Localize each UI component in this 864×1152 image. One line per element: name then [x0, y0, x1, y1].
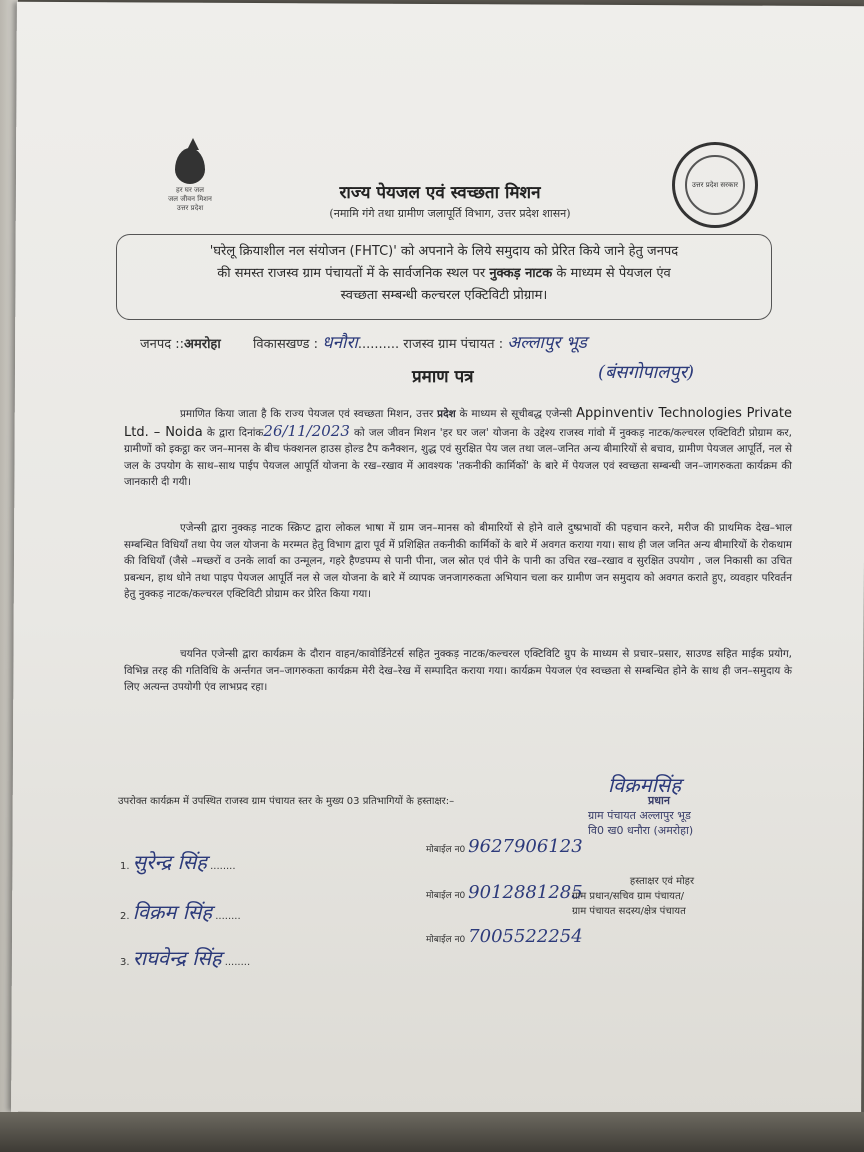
box-line-2-bold: नुक्कड़ नाटक — [489, 266, 553, 281]
certificate-title: प्रमाण पत्र — [412, 367, 474, 387]
stamp-line-2: वि0 ख0 धनौरा (अमरोहा) — [588, 824, 694, 837]
p1-text-b: के द्वारा दिनांक — [202, 426, 264, 439]
program-date: 26/11/2023 — [263, 421, 350, 440]
attendee-num: 3. — [120, 957, 130, 968]
attendee-dots: ........ — [215, 911, 241, 922]
box-line-3: स्वच्छता सम्बन्धी कल्चरल एक्टिविटी प्रोग्राम। — [340, 288, 548, 303]
attendee-num: 1. — [120, 861, 130, 872]
page-title: राज्य पेयजल एवं स्वच्छता मिशन — [339, 183, 541, 203]
table-surface — [0, 1112, 864, 1152]
p1-text-a2: के माध्यम से सूचीबद्ध एजेन्सी — [455, 408, 573, 420]
sign-note-line-1: हस्ताक्षर एवं मोहर — [629, 876, 695, 887]
p1-bold: प्रदेश — [437, 408, 456, 420]
page-subtitle: (नमामि गंगे तथा ग्रामीण जलापूर्ति विभाग, उत्तर प्रदेश शासन) — [329, 207, 571, 220]
pradhan-stamp — [588, 773, 768, 838]
right-logo-text: उत्तर प्रदेश सरकार — [685, 155, 745, 215]
signature-note — [572, 874, 752, 919]
program-title-box — [116, 234, 772, 320]
har-ghar-jal-logo — [160, 148, 220, 228]
attendee-dots: ........ — [224, 957, 251, 968]
attendee-signature: सुरेन्द्र सिंह — [132, 850, 207, 874]
attendees-intro: उपरोक्त कार्यक्रम में उपस्थित राजस्व ग्राम पंचायत स्तर के मुख्य 03 प्रतिभागियों के हस्ताक्षर:– — [118, 796, 455, 807]
mobile-row-3 — [426, 926, 583, 947]
district-label: जनपद :: — [140, 337, 185, 352]
attendee-row-3 — [120, 944, 250, 971]
water-drop-icon — [175, 148, 205, 184]
attendee-signature: विक्रम सिंह — [132, 900, 213, 924]
pradhan-signature: विक्रमसिंह — [608, 773, 681, 797]
attendee-num: 2. — [120, 911, 130, 922]
box-line-2b: के माध्यम से पेयजल एंव — [552, 266, 671, 281]
attendee-dots: ........ — [210, 861, 236, 872]
panchayat-value: अल्लापुर भूड — [507, 333, 587, 353]
mobile-number: 9627906123 — [468, 836, 583, 857]
sign-note-line-2: ग्राम प्रधान/सचिव ग्राम पंचायत/ — [572, 891, 685, 902]
mobile-row-1 — [426, 836, 583, 857]
mobile-label: मोबाईल न0 — [426, 891, 466, 901]
stamp-title: प्रधान — [648, 794, 670, 807]
block-value: धनौरा — [322, 333, 358, 353]
mobile-number: 7005522254 — [468, 926, 583, 947]
attendee-row-2 — [120, 898, 241, 925]
attendee-signature: राघवेन्द्र सिंह — [132, 946, 222, 970]
paragraph-1 — [124, 406, 792, 491]
mobile-row-2 — [426, 882, 583, 903]
location-line — [140, 330, 800, 353]
box-line-2a: की समस्त राजस्व ग्राम पंचायतों में के सार्वजनिक स्थल पर — [217, 266, 490, 281]
mobile-label: मोबाईल न0 — [426, 845, 466, 855]
panchayat-alt-name: (बंसगोपालपुर) — [598, 362, 694, 383]
block-label: विकासखण्ड : — [253, 337, 319, 352]
district-value: अमरोहा — [184, 337, 221, 352]
block-dots: .......... — [357, 337, 400, 352]
stamp-line-1: ग्राम पंचायत अल्लापुर भूड — [588, 809, 691, 822]
sign-note-line-3: ग्राम पंचायत सदस्य/क्षेत्र पंचायत — [572, 906, 686, 917]
state-emblem-icon — [672, 142, 758, 228]
mobile-label: मोबाईल न0 — [426, 935, 466, 945]
paragraph-3 — [124, 646, 792, 696]
left-logo-text: हर घर जल जल जीवन मिशन उत्तर प्रदेश — [168, 186, 212, 212]
agency-name: Appinventiv Technologies Private Ltd. – Noida — [124, 406, 792, 440]
paragraph-2 — [124, 520, 792, 603]
mobile-number: 9012881285 — [468, 882, 583, 903]
box-line-1: 'घरेलू क्रियाशील नल संयोजन (FHTC)' को अपनाने के लिये समुदाय को प्रेरित किये जाने हेतु जनपद — [209, 244, 679, 259]
attendee-row-1 — [120, 848, 236, 875]
box-line-2 — [131, 263, 757, 285]
p1-text-a: प्रमाणित किया जाता है कि राज्य पेयजल एवं स्वच्छता मिशन, उत्तर — [180, 408, 438, 420]
p3-text: चयनित एजेन्सी द्वारा कार्यक्रम के दौरान वाहन/कावोर्डिनेटर्स सहित नुक्कड़ नाटक/कल्चरल एक्टिविटि ग्रुप के माध्यम से प्रचार–प्रसार, साउण्ड सहित माईक प्रयोग, विभिन्न तरह की गतिविधि के अर्न्तगत जन–जागरुकता कार्यक्रम मेरी देख–रेख में सम्पादित कराया गया। कार्यक्रम पेयजल एंव स्वच्छता से सम्बन्धित होने के साथ ही जन–समुदाय के लिए अत्यन्त उपयोगी एंव लाभप्रद रहा। — [124, 648, 792, 693]
p1-text-c: को जल जीवन मिशन 'हर घर जल' योजना के उद्देश्य राजस्व गांवो में नुक्कड़ नाटक/कल्चरल एक्टिविटी प्रोग्राम कर, ग्रामीणों को इकट्ठा कर जन–मानस के बीच फंक्शनल हाउस होल्ड टैप कनैक्शन, शुद्ध एवं सुरक्षित पेय जल तथा जल–जनित अन्य बीमारियों से बचाव, ग्रामीण पेयजल आपूर्ति, नल से जल के उपयोग के साथ–साथ पाईप पेयजल आपूर्ति योजना के रख–रखाव में आवश्यक 'तकनीकी कार्मिकों' के बारे में पेयजल एवं स्वच्छता सम्बन्धी जन–जागरुकता कार्यक्रम की जानकारी दी गयी। — [124, 426, 792, 488]
p2-text: एजेन्सी द्वारा नुक्कड़ नाटक स्क्रिप्ट द्वारा लोकल भाषा में ग्राम जन–मानस को बीमारियों से होने वाले दुष्प्रभावों की पहचान करने, मरीज की प्राथमिक देख–भाल सम्बन्धित विधियाँ तथा पेय जल योजना के मरम्मत हेतु विभाग द्वारा पूर्व में प्रशिक्षित तकनीकी कार्मिकों के बारे में अवगत कराया गया। साथ ही जल जनित अन्य बीमारियों के रोकथाम की विधियाँ (जैसे –मच्छरों व उनके लार्वा का उन्मूलन, गहरे हैण्डपम्प से पानी पीना, जल स्रोत एवं पीने के पानी का उचित रख–रखाव व सुरक्षित उपयोग , जल निकासी का उचित प्रबन्धन, हाथ धोने तथा पाइप पेयजल आपूर्ति नल से जल योजना के बारे में व्यापक जनजागरुकता अभियान चला कर ग्रामीण जन समुदाय को अवगत कराते हुए, व्यवहार परिवर्तन हेतु नुक्कड़ नाटक/कल्चरल एक्टिविटी प्रोग्राम कर प्रेरित किया गया। — [124, 522, 792, 600]
panchayat-label: राजस्व ग्राम पंचायत : — [403, 337, 504, 352]
